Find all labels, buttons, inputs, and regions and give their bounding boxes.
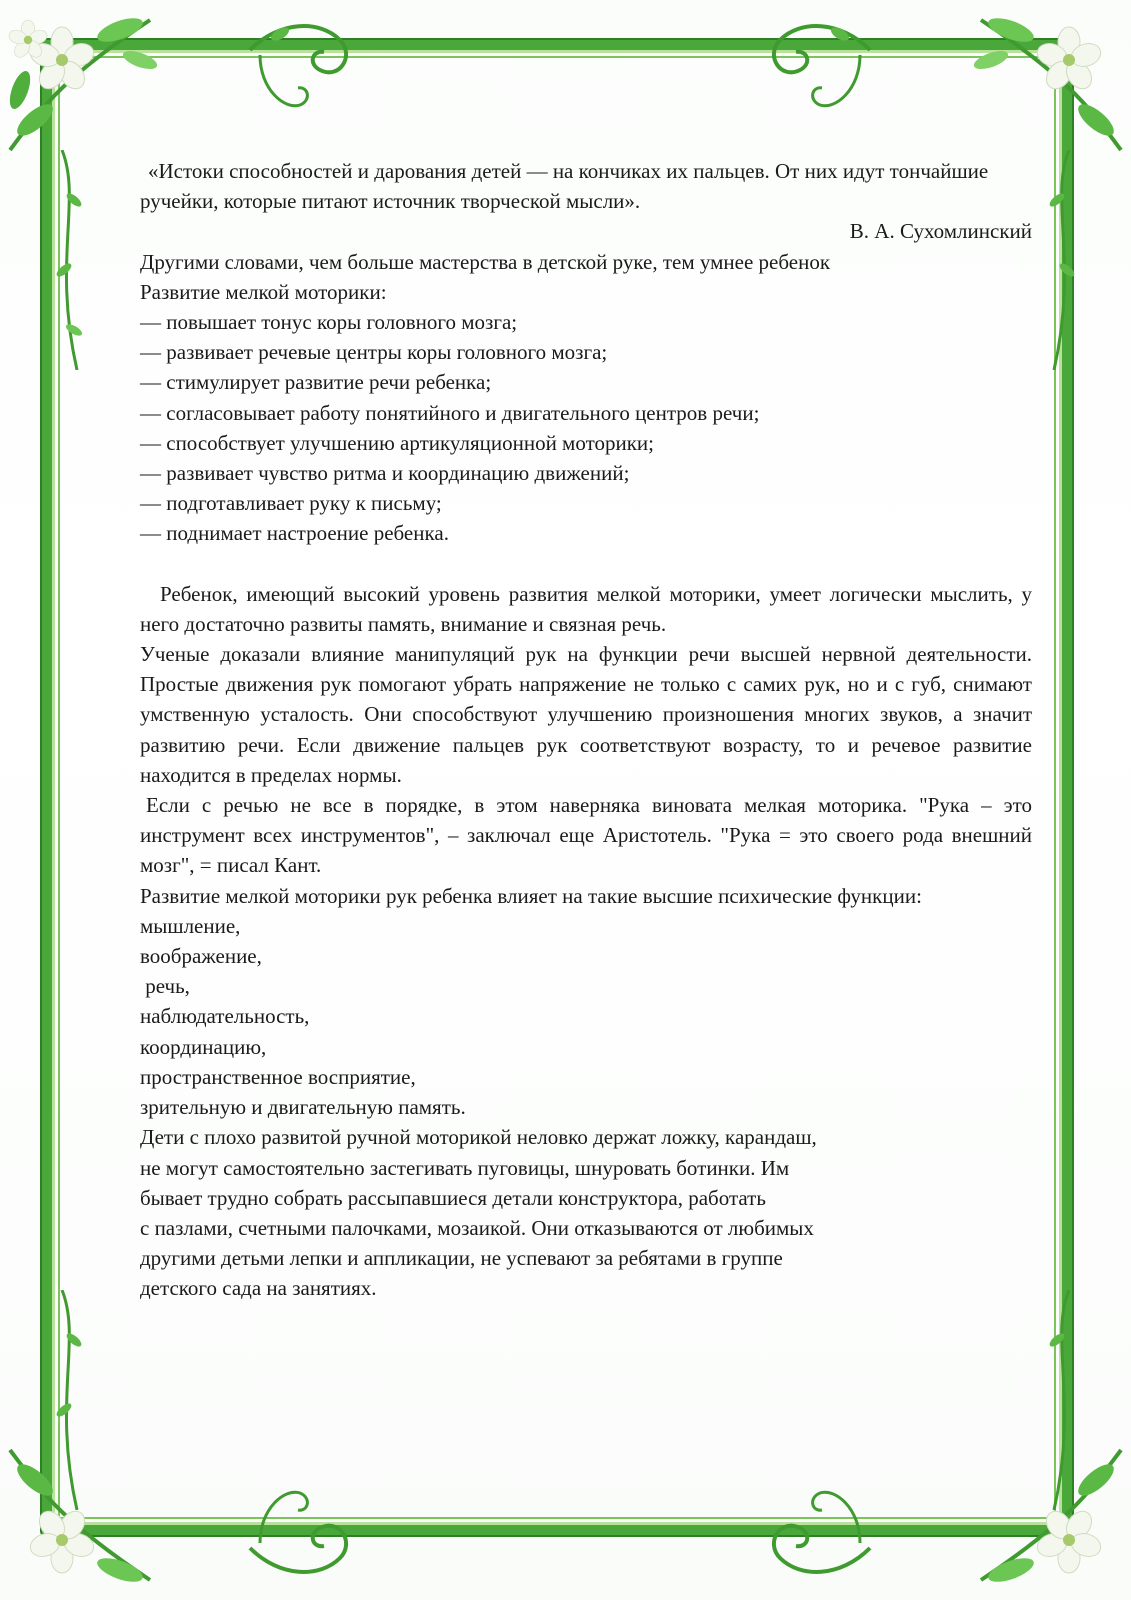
paragraph: Ребенок, имеющий высокий уровень развития мелкой моторики, умеет логически мыслить, у него достаточно развиты память, внимание и связная речь. (140, 581, 1032, 636)
flower-corner-icon (0, 0, 170, 170)
closing-line: детского сада на занятиях. (140, 1276, 377, 1301)
list-item: речь, (140, 974, 190, 999)
spacer (140, 549, 1032, 579)
swirl-ornament-icon (760, 10, 880, 120)
closing-line: другими детьми лепки и аппликации, не успевают за ребятами в группе (140, 1246, 783, 1271)
list-item: — способствует улучшению артикуляционной моторики; (140, 430, 654, 455)
benefits-list (140, 307, 1032, 549)
paragraph: Ученые доказали влияние манипуляций рук на функции речи высшей нервной деятельности. Простые движения рук помогают убрать напряжение не только с самих рук, но и с губ, снимают умственную усталость. Они способствуют улучшению произношения многих звуков, а значит развитию речи. Если движение пальцев рук соответствуют возрасту, то и речевое развитие находится в пределах нормы. (140, 642, 1032, 787)
closing-line: не могут самостоятельно застегивать пуговицы, шнуровать ботинки. Им (140, 1155, 790, 1180)
document-body (140, 156, 1032, 1304)
quote-author: В. А. Сухомлинский (849, 219, 1032, 244)
vine-ornament-icon (1039, 1290, 1079, 1510)
paragraph: Если с речью не все в порядке, в этом наверняка виновата мелкая моторика. "Рука – это инструмент всех инструментов", – заключал еще Аристотель. "Рука = это своего рода внешний мозг", = писал Кант. (140, 793, 1032, 878)
section-heading: Развитие мелкой моторики: (140, 279, 387, 304)
vine-ornament-icon (1039, 150, 1079, 370)
list-item: — подготавливает руку к письму; (140, 491, 442, 516)
list-item: — повышает тонус коры головного мозга; (140, 310, 518, 335)
list-item: мышление, (140, 913, 241, 938)
closing-paragraph (140, 1122, 1000, 1303)
quote-text: «Истоки способностей и дарования детей — на кончиках их пальцев. От них идут тончайшие ручейки, которые питают источник творческой мысли». (140, 159, 989, 214)
intro-line: Другими словами, чем больше мастерства в детской руке, тем умнее ребенок (140, 249, 831, 274)
list-item: — развивает речевые центры коры головного мозга; (140, 340, 608, 365)
closing-line: с пазлами, счетными палочками, мозаикой. Они отказываются от любимых (140, 1215, 814, 1240)
list-item: — поднимает настроение ребенка. (140, 521, 449, 546)
swirl-ornament-icon (760, 1478, 880, 1588)
swirl-ornament-icon (240, 10, 360, 120)
list-item: координацию, (140, 1034, 267, 1059)
closing-line: бывает трудно собрать рассыпавшиеся детали конструктора, работать (140, 1185, 766, 1210)
list-item: пространственное восприятие, (140, 1064, 416, 1089)
list-item: воображение, (140, 944, 262, 969)
list-item: зрительную и двигательную память. (140, 1095, 466, 1120)
flower-corner-icon (961, 0, 1131, 170)
list-item: — стимулирует развитие речи ребенка; (140, 370, 492, 395)
vine-ornament-icon (52, 150, 92, 370)
vine-ornament-icon (52, 1290, 92, 1510)
functions-list (140, 911, 1032, 1122)
list-item: наблюдательность, (140, 1004, 310, 1029)
closing-line: Дети с плохо развитой ручной моторикой неловко держат ложку, карандаш, (140, 1125, 817, 1150)
list-item: — согласовывает работу понятийного и двигательного центров речи; (140, 400, 760, 425)
paragraph: Развитие мелкой моторики рук ребенка влияет на такие высшие психические функции: (140, 883, 922, 908)
swirl-ornament-icon (240, 1478, 360, 1588)
list-item: — развивает чувство ритма и координацию движений; (140, 461, 630, 486)
